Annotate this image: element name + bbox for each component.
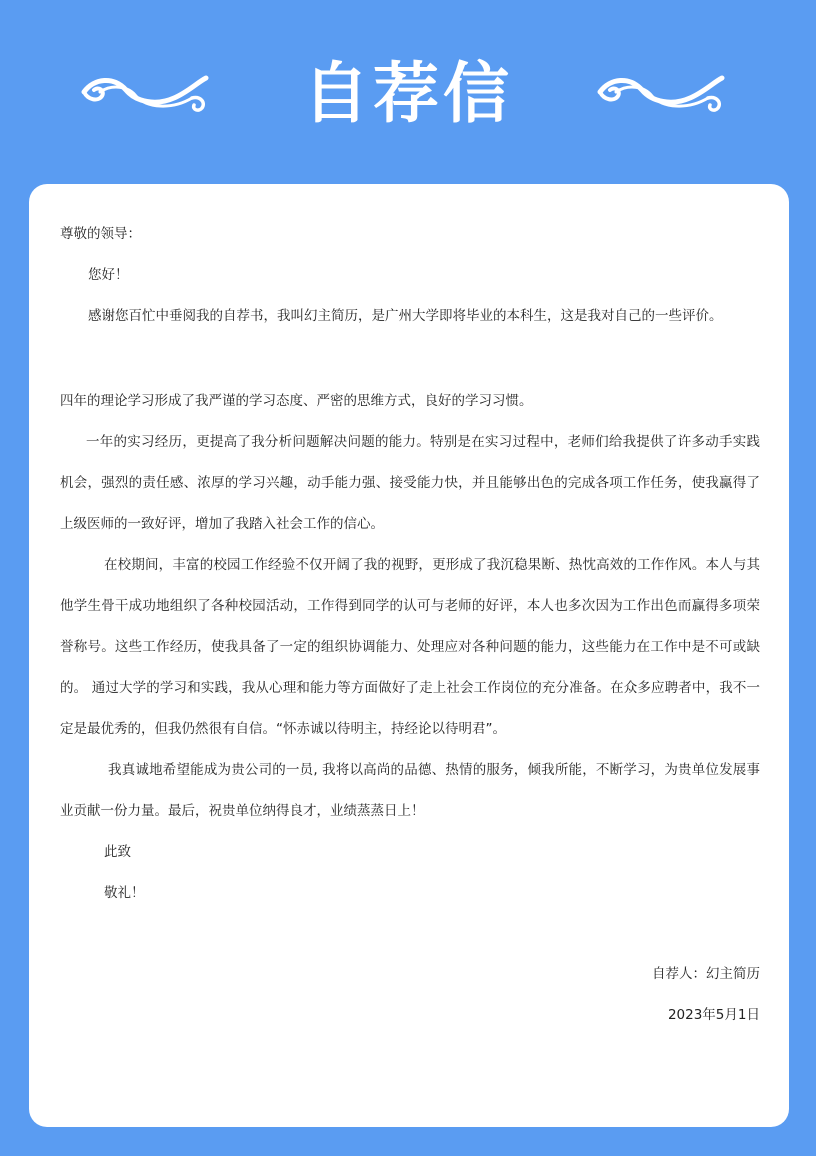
swirl-ornament-right-icon bbox=[596, 68, 726, 116]
closing-ci-zhi: 此致 bbox=[104, 844, 131, 860]
greeting: 您好！ bbox=[88, 267, 129, 283]
salutation: 尊敬的领导： bbox=[60, 226, 141, 242]
intro-paragraph: 感谢您百忙中垂阅我的自荐书，我叫幻主简历，是广州大学即将毕业的本科生，这是我对自己的一些评价。 bbox=[88, 308, 723, 324]
letter-card bbox=[29, 184, 789, 1127]
closing-jing-li: 敬礼！ bbox=[104, 885, 145, 901]
paragraph-internship: 一年的实习经历，更提高了我分析问题解决问题的能力。特别是在实习过程中，老师们给我提供了许多动手实践机会，强烈的责任感、浓厚的学习兴趣，动手能力强、接受能力快，并且能够出色的完成各项工作任务，使我赢得了上级医师的一致好评，增加了我踏入社会工作的信心。 bbox=[60, 434, 760, 532]
header bbox=[0, 0, 816, 184]
letter-body bbox=[60, 214, 760, 1036]
paragraph-hope: 我真诚地希望能成为贵公司的一员, 我将以高尚的品德、热情的服务，倾我所能，不断学习，为贵单位发展事业贡献一份力量。最后，祝贵单位纳得良才，业绩蒸蒸日上！ bbox=[60, 762, 760, 819]
signature: 自荐人：幻主简历 bbox=[652, 966, 760, 982]
paragraph-campus: 在校期间，丰富的校园工作经验不仅开阔了我的视野，更形成了我沉稳果断、热忱高效的工作作风。本人与其他学生骨干成功地组织了各种校园活动，工作得到同学的认可与老师的好评，本人也多次因为工作出色而赢得多项荣誉称号。这些工作经历，使我具备了一定的组织协调能力、处理应对各种问题的能力，这些能力在工作中是不可或缺的。 通过大学的学习和实践，我从心理和能力等方面做好了走上社会工作岗位的充分准备。在众多应聘者中，我不一定是最优秀的，但我仍然很有自信。“怀赤诚以待明主，持经论以待明君”。 bbox=[60, 557, 760, 737]
page-title: 自荐信 bbox=[303, 54, 513, 132]
spacer bbox=[60, 337, 760, 381]
paragraph-study: 四年的理论学习形成了我严谨的学习态度、严密的思维方式，良好的学习习惯。 bbox=[60, 393, 533, 409]
letter-date: 2023年5月1日 bbox=[667, 1007, 760, 1023]
